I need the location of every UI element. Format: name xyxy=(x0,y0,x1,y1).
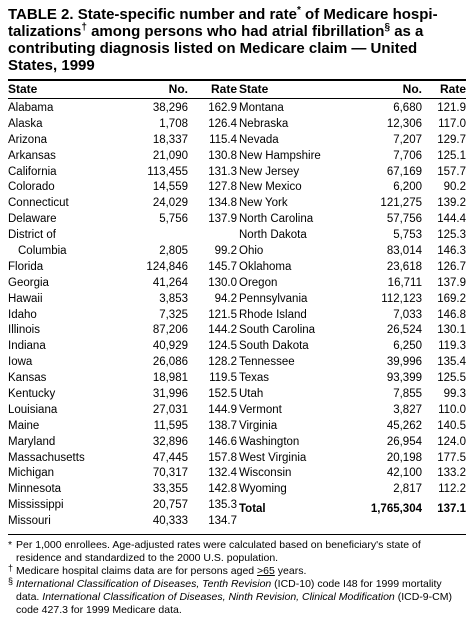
table-row xyxy=(8,260,237,276)
table-row xyxy=(8,308,237,324)
cell-rate: 99.3 xyxy=(443,388,466,401)
table-row xyxy=(237,117,466,133)
table-row xyxy=(8,292,237,308)
cell-state: Ohio xyxy=(239,245,264,258)
table-row xyxy=(237,371,466,387)
cell-rate: 110.0 xyxy=(438,403,466,416)
table-row xyxy=(8,133,237,149)
cell-no: 83,014 xyxy=(386,245,422,258)
table-row xyxy=(237,466,466,482)
cell-state: California xyxy=(8,165,57,178)
cell-no: 38,296 xyxy=(152,102,188,114)
cell-rate: 94.2 xyxy=(214,292,237,305)
cell-state: Kentucky xyxy=(8,388,56,401)
cell-state: Columbia xyxy=(18,245,67,258)
cell-state: New Mexico xyxy=(239,181,302,194)
cell-state: Minnesota xyxy=(8,483,62,496)
table-row xyxy=(237,149,466,165)
cell-rate: 125.5 xyxy=(437,372,466,385)
table-row xyxy=(8,451,237,467)
cell-state: Nebraska xyxy=(239,117,289,130)
cell-state: Delaware xyxy=(8,213,57,226)
cell-rate: 145.7 xyxy=(208,260,237,273)
cell-rate: 134.8 xyxy=(208,197,237,210)
cell-state: Alaska xyxy=(8,117,43,130)
cell-rate: 117.0 xyxy=(438,117,466,130)
cell-rate: 140.5 xyxy=(437,419,466,432)
cell-rate: 162.9 xyxy=(208,102,237,114)
table-body xyxy=(8,99,466,530)
table-document xyxy=(8,6,466,617)
table-row xyxy=(8,355,237,371)
footnote-section-mark: § xyxy=(8,576,14,587)
cell-no: 33,355 xyxy=(152,483,188,496)
cell-no: 23,618 xyxy=(386,260,422,273)
table-row xyxy=(8,482,237,498)
cell-no: 12,306 xyxy=(386,117,422,130)
table-row xyxy=(8,244,237,260)
cell-rate: 124.0 xyxy=(437,435,466,448)
cell-no: 20,198 xyxy=(386,451,422,464)
cell-no: 2,817 xyxy=(393,483,422,496)
cell-no xyxy=(111,228,188,244)
cell-rate: 125.3 xyxy=(437,229,466,242)
cell-rate: 152.5 xyxy=(208,388,237,401)
cell-rate: 121.5 xyxy=(208,308,237,321)
table-row xyxy=(8,514,237,530)
cell-no: 70,317 xyxy=(152,467,188,480)
cell-state: Mississippi xyxy=(8,499,64,512)
footnote-star-mark: * xyxy=(8,539,13,552)
cell-state: Oklahoma xyxy=(239,260,292,273)
cell-no: 121,275 xyxy=(380,197,422,210)
cell-rate: 127.8 xyxy=(208,181,237,194)
cell-rate: 130.1 xyxy=(437,324,466,337)
cell-rate: 126.4 xyxy=(208,117,237,130)
table-row xyxy=(8,101,237,117)
cell-rate: 146.3 xyxy=(437,245,466,258)
footnote-3-italic-2: International Classification of Diseases, Ninth Revision, Clinical Modification xyxy=(42,591,395,604)
table-row xyxy=(237,244,466,260)
cell-state: Virginia xyxy=(239,419,278,432)
cell-rate: 137.9 xyxy=(208,213,237,226)
cell-no: 40,333 xyxy=(152,515,188,528)
cell-rate: 138.7 xyxy=(208,419,237,432)
cell-no: 42,100 xyxy=(386,467,422,480)
cell-no: 16,711 xyxy=(387,276,422,289)
cell-rate: 169.2 xyxy=(437,292,466,305)
cell-rate: 130.8 xyxy=(208,149,237,162)
table-row xyxy=(237,403,466,419)
total-no: 1,765,304 xyxy=(370,503,422,516)
footnote-dagger-mark: † xyxy=(8,563,14,574)
cell-no: 6,250 xyxy=(393,340,422,353)
footnote-2-text-a: Medicare hospital claims data are for persons aged xyxy=(16,565,258,578)
title-text-3: among persons who had atrial fibrillation xyxy=(86,23,385,40)
table-row xyxy=(237,308,466,324)
cell-rate: 135.4 xyxy=(437,356,466,369)
cell-rate: 157.8 xyxy=(208,451,237,464)
cell-no: 24,029 xyxy=(152,197,188,210)
cell-state: Wisconsin xyxy=(239,467,292,480)
cell-rate: 115.4 xyxy=(209,133,237,146)
table-row xyxy=(8,149,237,165)
header-no: No. xyxy=(168,82,188,96)
cell-no: 20,757 xyxy=(152,499,188,512)
cell-state: New Jersey xyxy=(239,165,300,178)
cell-rate: 131.3 xyxy=(208,165,237,178)
title-star-mark: * xyxy=(296,5,301,16)
table-row xyxy=(8,196,237,212)
footnote-2 xyxy=(8,565,466,578)
footnote-3 xyxy=(8,578,466,617)
table-row xyxy=(237,323,466,339)
cell-no: 7,855 xyxy=(393,388,422,401)
table-row xyxy=(237,196,466,212)
cell-state: South Dakota xyxy=(239,340,309,353)
table-row xyxy=(237,339,466,355)
cell-no: 87,206 xyxy=(152,324,188,337)
cell-state: Pennsylvania xyxy=(239,292,308,305)
title-text-2: of Medicare hospi-talizations xyxy=(8,6,438,40)
cell-rate: 121.9 xyxy=(437,102,466,114)
total-rate: 137.1 xyxy=(437,503,466,516)
cell-no: 14,559 xyxy=(152,181,188,194)
cell-no: 39,996 xyxy=(386,356,422,369)
cell-no: 18,981 xyxy=(152,372,188,385)
header-right xyxy=(237,81,466,98)
table-row xyxy=(237,260,466,276)
cell-state: Kansas xyxy=(8,372,47,385)
cell-no: 18,337 xyxy=(152,133,188,146)
footnote-1 xyxy=(8,539,466,565)
cell-no: 6,200 xyxy=(393,181,422,194)
cell-rate: 126.7 xyxy=(437,260,466,273)
cell-no: 7,033 xyxy=(393,308,422,321)
title-text-4: as a contributing diagnosis listed on Medicare claim — United States, 1999 xyxy=(8,23,424,74)
table-row xyxy=(8,419,237,435)
cell-no: 40,929 xyxy=(152,340,188,353)
cell-rate: 144.2 xyxy=(208,324,237,337)
cell-state: Missouri xyxy=(8,515,51,528)
cell-state: Michigan xyxy=(8,467,55,480)
cell-rate: 142.8 xyxy=(208,483,237,496)
cell-no: 27,031 xyxy=(152,403,188,416)
footnote-2-text-c: years. xyxy=(274,565,307,578)
table-row xyxy=(237,292,466,308)
table-row xyxy=(237,180,466,196)
table-row xyxy=(237,451,466,467)
cell-state: Idaho xyxy=(8,308,37,321)
cell-rate: 137.9 xyxy=(437,276,466,289)
cell-state: Texas xyxy=(239,372,270,385)
total-state: Total xyxy=(239,503,266,516)
cell-rate: 130.0 xyxy=(208,276,237,289)
cell-rate: 144.9 xyxy=(208,403,237,416)
cell-no: 93,399 xyxy=(386,372,422,385)
cell-no: 7,325 xyxy=(159,308,188,321)
cell-rate: 132.4 xyxy=(208,467,237,480)
cell-state: West Virginia xyxy=(239,451,307,464)
cell-state: Louisiana xyxy=(8,403,58,416)
cell-no: 26,086 xyxy=(152,356,188,369)
cell-no: 11,595 xyxy=(153,419,188,432)
table-title xyxy=(8,6,466,74)
cell-no: 41,264 xyxy=(152,276,188,289)
cell-no: 3,853 xyxy=(159,292,188,305)
cell-rate: 90.2 xyxy=(443,181,466,194)
cell-rate: 112.2 xyxy=(438,483,466,496)
table-row xyxy=(8,165,237,181)
cell-rate: 144.4 xyxy=(437,213,466,226)
cell-no: 26,524 xyxy=(386,324,422,337)
cell-rate: 119.5 xyxy=(209,372,237,385)
cell-state: New Hampshire xyxy=(239,149,321,162)
cell-no: 26,954 xyxy=(386,435,422,448)
cell-rate: 133.2 xyxy=(437,467,466,480)
cell-state: New York xyxy=(239,197,288,210)
table-row xyxy=(237,165,466,181)
cell-no: 57,756 xyxy=(386,213,422,226)
cell-no: 47,445 xyxy=(152,451,188,464)
table-row xyxy=(8,435,237,451)
footnote-3-text-2: (ICD-9-CM) code 427.3 for 1999 Medicare data. xyxy=(16,591,452,617)
cell-rate: 119.3 xyxy=(438,340,466,353)
table-row xyxy=(8,228,237,244)
cell-state: Hawaii xyxy=(8,292,43,305)
title-dagger-mark: † xyxy=(81,22,87,33)
table-row xyxy=(8,387,237,403)
cell-no: 5,753 xyxy=(393,229,422,242)
cell-state: Illinois xyxy=(8,324,40,337)
table-row xyxy=(237,419,466,435)
table-row xyxy=(8,117,237,133)
cell-no: 1,708 xyxy=(159,117,188,130)
cell-no: 124,846 xyxy=(146,260,188,273)
table-row xyxy=(237,482,466,498)
cell-state: District of xyxy=(8,229,56,242)
cell-rate: 99.2 xyxy=(214,245,237,258)
cell-rate: 128.2 xyxy=(208,356,237,369)
cell-state: Maryland xyxy=(8,435,56,448)
cell-state: Georgia xyxy=(8,276,49,289)
footnote-3-italic-1: International Classification of Diseases, Tenth Revision xyxy=(16,578,272,591)
cell-rate: 135.3 xyxy=(208,499,237,512)
cell-state: North Carolina xyxy=(239,213,314,226)
cell-no: 113,455 xyxy=(147,165,188,178)
table-row xyxy=(8,180,237,196)
cell-state: Colorado xyxy=(8,181,55,194)
cell-no: 32,896 xyxy=(152,435,188,448)
cell-no: 7,706 xyxy=(393,149,422,162)
table-header xyxy=(8,81,466,98)
cell-rate: 124.5 xyxy=(208,340,237,353)
table-row xyxy=(8,323,237,339)
cell-state: Oregon xyxy=(239,276,278,289)
cell-rate: 157.7 xyxy=(437,165,466,178)
footnotes xyxy=(8,535,466,617)
footnote-3-text-1: (ICD-10) code I48 for 1999 mortality data. xyxy=(16,578,442,604)
cell-no: 67,169 xyxy=(386,165,422,178)
cell-state: Vermont xyxy=(239,403,282,416)
cell-no: 21,090 xyxy=(152,149,188,162)
table-row xyxy=(237,133,466,149)
header-left xyxy=(8,81,237,98)
cell-no: 7,207 xyxy=(393,133,422,146)
cell-state: Iowa xyxy=(8,356,33,369)
header-rate: Rate xyxy=(210,82,237,96)
cell-state: North Dakota xyxy=(239,229,307,242)
total-row xyxy=(237,502,466,518)
cell-state: Wyoming xyxy=(239,483,287,496)
cell-rate: 146.6 xyxy=(208,435,237,448)
footnote-1-text: Per 1,000 enrollees. Age-adjusted rates were calculated based on beneficiary's state of residence and standardized to the 2000 U.S. population. xyxy=(16,539,421,565)
cell-rate: 139.2 xyxy=(437,197,466,210)
cell-state: Connecticut xyxy=(8,197,69,210)
table-row xyxy=(8,466,237,482)
cell-state: Alabama xyxy=(8,102,54,114)
cell-state: Massachusetts xyxy=(8,451,85,464)
cell-no: 45,262 xyxy=(386,419,422,432)
cell-no: 3,827 xyxy=(393,403,422,416)
header-no: No. xyxy=(402,82,422,96)
title-section-mark: § xyxy=(384,22,391,33)
header-state: State xyxy=(239,82,269,96)
cell-state: Washington xyxy=(239,435,300,448)
header-rate: Rate xyxy=(439,82,466,96)
cell-state: Arizona xyxy=(8,133,47,146)
cell-state: Tennessee xyxy=(239,356,295,369)
cell-rate: 134.7 xyxy=(208,515,237,528)
cell-state: South Carolina xyxy=(239,324,316,337)
cell-state: Utah xyxy=(239,388,264,401)
cell-rate: 129.7 xyxy=(437,133,466,146)
table-row xyxy=(237,276,466,292)
cell-no: 112,123 xyxy=(381,292,422,305)
title-text-1: TABLE 2. State-specific number and rate xyxy=(8,6,297,23)
table-row xyxy=(237,101,466,117)
cell-state: Nevada xyxy=(239,133,279,146)
table-row xyxy=(8,403,237,419)
table-row xyxy=(8,212,237,228)
cell-rate: 125.1 xyxy=(437,149,466,162)
left-column xyxy=(8,101,237,530)
cell-no: 31,996 xyxy=(152,388,188,401)
table-row xyxy=(237,228,466,244)
cell-no: 5,756 xyxy=(159,213,188,226)
cell-rate: 146.8 xyxy=(437,308,466,321)
table-row xyxy=(8,498,237,514)
table-row xyxy=(8,276,237,292)
table-row xyxy=(237,355,466,371)
cell-rate: 177.5 xyxy=(437,451,466,464)
footnote-2-age: >65 xyxy=(257,565,275,578)
cell-state: Rhode Island xyxy=(239,308,307,321)
cell-no: 6,680 xyxy=(393,102,422,114)
table-row xyxy=(237,387,466,403)
header-state: State xyxy=(8,82,38,96)
table-row xyxy=(237,435,466,451)
cell-state: Florida xyxy=(8,260,44,273)
table-row xyxy=(8,339,237,355)
cell-state: Montana xyxy=(239,102,284,114)
cell-no: 2,805 xyxy=(159,245,188,258)
table-row xyxy=(8,371,237,387)
table-row xyxy=(237,212,466,228)
right-column xyxy=(237,101,466,530)
cell-state: Arkansas xyxy=(8,149,56,162)
cell-rate xyxy=(188,228,237,244)
cell-state: Indiana xyxy=(8,340,46,353)
cell-state: Maine xyxy=(8,419,40,432)
